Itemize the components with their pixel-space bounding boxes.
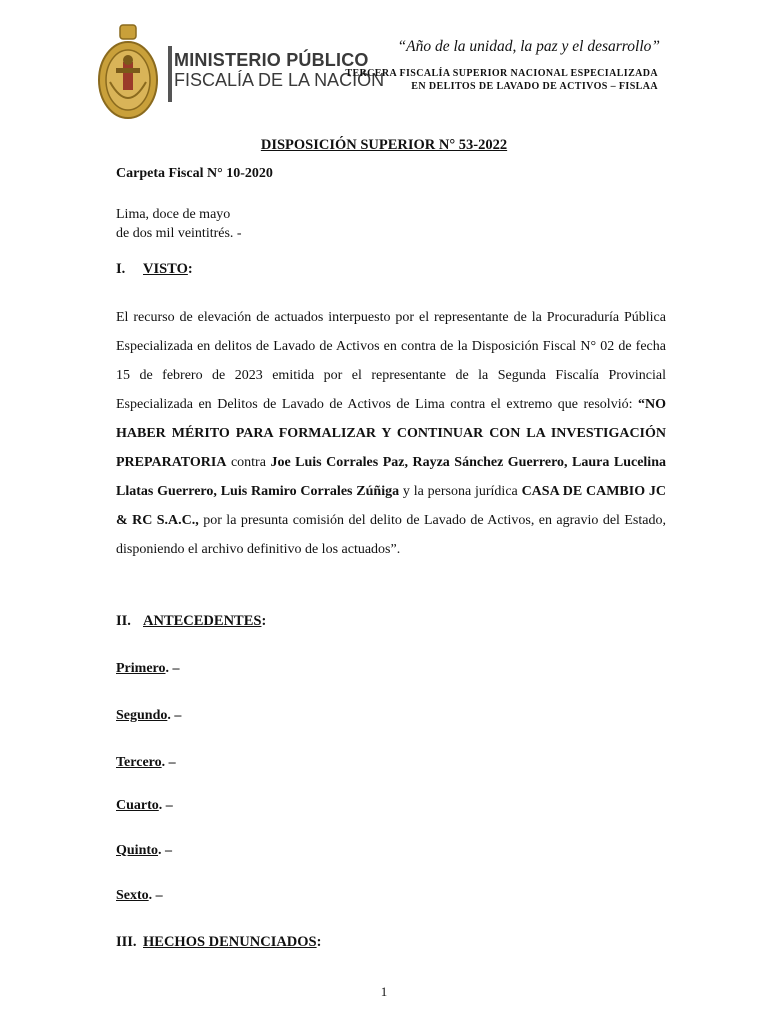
item-label: Quinto [116,843,159,858]
place-date-line2: de dos mil veintitrés. - [116,226,242,241]
visto-paragraph [116,303,666,564]
section-visto-heading [116,261,193,278]
place-date-line1: Lima, doce de mayo [116,207,231,222]
section-label: VISTO [143,261,188,277]
item-suffix: . – [167,708,182,723]
org-name-line1: MINISTERIO PÚBLICO [174,50,369,70]
section-number: I. [116,261,126,277]
item-label: Cuarto [116,798,159,813]
antecedente-item-segundo [116,708,181,724]
logo-divider [168,46,172,102]
section-number: II. [116,613,131,629]
paragraph-text: El recurso de elevación de actuados interpuesto por el representante de la Procuraduría Pública Especializada en delitos de Lavado de Activos en contra de la Disposición Fiscal N° 02 de fecha 15 de febrero de 2023 emitida por el representante de la Segunda Fiscalía Provincial Especializada en Delitos de Lavado de Activos de Lima contra el extremo que resolvió: [116,310,666,412]
section-label: ANTECEDENTES [143,613,262,629]
section-suffix: : [187,261,193,277]
antecedente-item-cuarto [116,798,173,814]
item-suffix: . – [148,888,163,903]
section-hechos-heading [116,934,321,951]
paragraph-bold-text: “NO HABER MÉRITO PARA FORMALIZAR Y CONTINUAR CON LA INVESTIGACIÓN PREPARATORIA [116,397,666,470]
paragraph-bold-names: Joe Luis Corrales Paz, Rayza Sánchez Guerrero, Laura Lucelina Llatas Guerrero, Luis Ramiro Corrales Zúñiga [116,455,666,499]
section-antecedentes-heading [116,613,266,630]
item-suffix: . – [161,755,176,770]
paragraph-text: por la presunta comisión del delito de Lavado de Activos, en agravio del Estado, disponiendo el archivo definitivo de los actuados”. [116,513,666,557]
section-suffix: : [261,613,267,629]
section-number: III. [116,934,137,950]
section-suffix: : [316,934,322,950]
place-date [116,205,242,243]
office-name-line1: TERCERA FISCALÍA SUPERIOR NACIONAL ESPECIALIZADA [345,68,658,79]
item-suffix: . – [165,661,180,676]
year-motto: “Año de la unidad, la paz y el desarrollo” [397,38,660,55]
case-file-number: Carpeta Fiscal N° 10-2020 [116,166,273,181]
paragraph-bold-company: CASA DE CAMBIO JC & RC S.A.C., [116,484,667,528]
section-label: HECHOS DENUNCIADOS [143,934,317,950]
antecedente-item-primero [116,661,180,677]
antecedente-item-quinto [116,843,172,859]
antecedente-item-sexto [116,888,163,904]
paragraph-text: contra [226,455,271,470]
page-number: 1 [380,984,388,999]
item-suffix: . – [158,843,173,858]
item-label: Primero [116,661,166,676]
paragraph-text: y la persona jurídica [399,484,522,499]
org-name-line2: FISCALÍA DE LA NACIÓN [174,70,385,90]
ministerio-publico-seal-icon [96,22,160,122]
item-label: Tercero [116,755,162,770]
item-suffix: . – [158,798,173,813]
item-label: Segundo [116,708,168,723]
antecedente-item-tercero [116,755,176,771]
document-title: DISPOSICIÓN SUPERIOR N° 53-2022 [260,137,508,153]
item-label: Sexto [116,888,149,903]
office-name-line2: EN DELITOS DE LAVADO DE ACTIVOS – FISLAA [411,81,658,92]
